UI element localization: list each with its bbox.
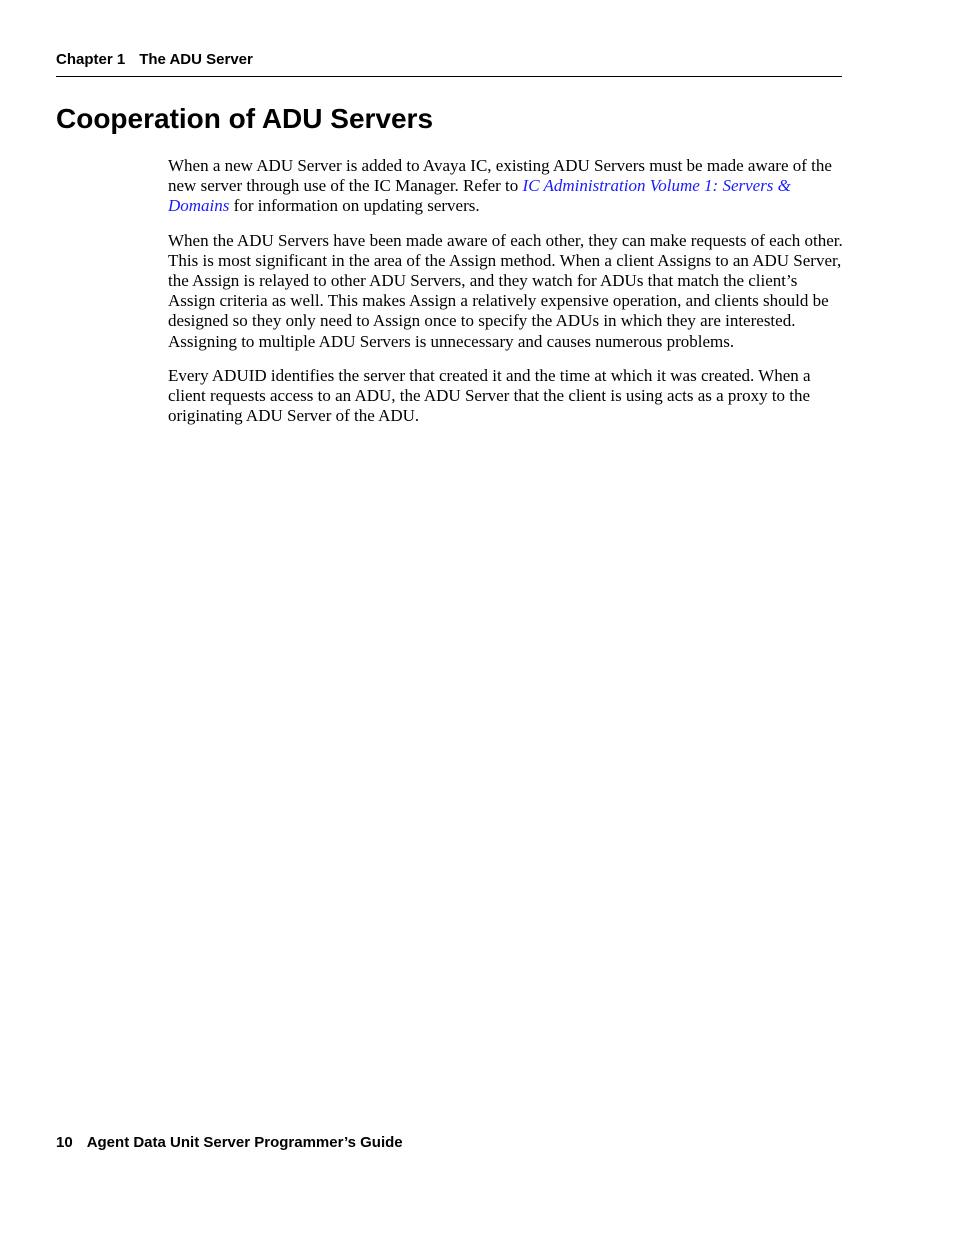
section-title: Cooperation of ADU Servers xyxy=(56,103,434,134)
guide-title: Agent Data Unit Server Programmer’s Guide xyxy=(86,1134,403,1151)
paragraph-assign: When the ADU Servers have been made aware of each other, they can make requests of each other. This is most significant in the area of the Assign method. When a client Assigns to an ADU Server, the Assign is relayed to other ADU Servers, and they watch for ADUs that match the client’s Assign criteria as well. This makes Assign a relatively expensive operation, and clients should be designed so they only need to Assign once to specify the ADUs in which they are interested. Assigning to multiple ADU Servers is unnecessary and causes numerous problems. xyxy=(168,230,843,351)
paragraph-aduid: Every ADUID identifies the server that created it and the time at which it was created. When a client requests access to an ADU, the ADU Server that the client is using acts as a proxy to the originating ADU Server of the ADU. xyxy=(168,365,811,426)
running-footer xyxy=(56,1133,403,1153)
paragraph-intro-text-after: for information on updating servers. xyxy=(229,196,480,216)
paragraph-intro xyxy=(168,156,844,217)
section-body xyxy=(168,156,844,440)
running-header xyxy=(56,50,842,77)
doc-reference-link[interactable]: IC Administration Volume 1: Servers & Domains xyxy=(168,176,791,216)
chapter-label: Chapter 1 xyxy=(56,51,126,68)
page-number: 10 xyxy=(56,1134,73,1151)
chapter-title: The ADU Server xyxy=(139,51,253,68)
paragraph-intro-text-before: When a new ADU Server is added to Avaya IC, existing ADU Servers must be made aware of the new server through use of the IC Manager. Refer to xyxy=(168,156,832,196)
